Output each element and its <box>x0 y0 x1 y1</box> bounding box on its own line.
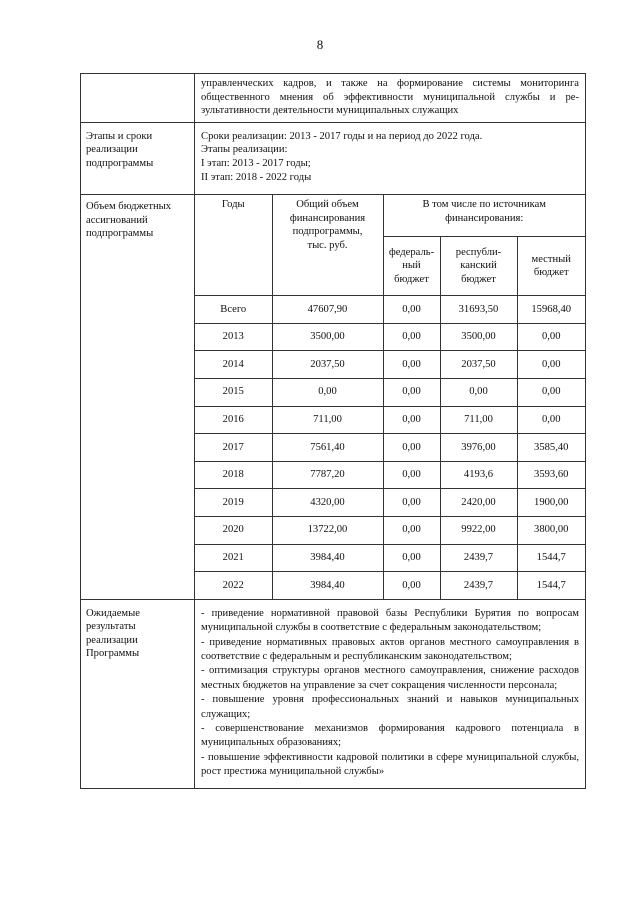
budget-data-row <box>195 572 585 599</box>
budget-cell-federal: 0,00 <box>383 323 440 351</box>
year-header: Годы <box>195 195 272 296</box>
budget-cell-republic: 0,00 <box>440 378 517 406</box>
page-number: 8 <box>316 37 324 52</box>
federal-header <box>383 237 440 296</box>
intro-line: зультативности деятельности муниципальных служащих <box>201 105 459 117</box>
budget-data-row <box>195 461 585 489</box>
local-header-line: бюджет <box>533 267 569 279</box>
budget-cell-republic: 2420,00 <box>440 489 517 517</box>
budget-data-row <box>195 544 585 572</box>
budget-cell-local: 1544,7 <box>517 544 585 572</box>
budget-header-row <box>195 195 585 237</box>
budget-cell-local: 3585,40 <box>517 434 585 462</box>
intro-line: управленческих кадров, и также на формирование системы мониторинга <box>201 78 579 89</box>
budget-cell-year: Всего <box>195 296 272 324</box>
budget-data-row <box>195 489 585 517</box>
budget-cell-republic: 2439,7 <box>440 572 517 599</box>
stages-label-line: подпрограммы <box>86 157 154 169</box>
budget-cell-local: 1900,00 <box>517 489 585 517</box>
results-label-line: результаты <box>86 621 136 633</box>
budget-label-line: подпрограммы <box>86 228 154 240</box>
federal-header-line: бюджет <box>394 273 429 285</box>
budget-content-cell <box>195 195 586 600</box>
budget-cell-year: 2019 <box>195 489 272 517</box>
budget-cell-federal: 0,00 <box>383 544 440 572</box>
budget-cell-republic: 3976,00 <box>440 434 517 462</box>
total-header-line: финансирования <box>289 212 366 224</box>
stages-label-line: реализации <box>86 144 138 156</box>
intro-line: общественного мнения об эффективности муниципальной службы и ре- <box>201 91 579 103</box>
stages-line: II этап: 2018 - 2022 годы <box>201 171 312 183</box>
budget-cell-local: 3800,00 <box>517 516 585 544</box>
budget-cell-local: 0,00 <box>517 323 585 351</box>
budget-cell-local: 15968,40 <box>517 296 585 324</box>
budget-cell-republic: 31693,50 <box>440 296 517 324</box>
budget-cell-year: 2020 <box>195 516 272 544</box>
result-item: - повышение эффективности кадровой политики в сфере муниципальной службы, рост престижа муниципальной службы» <box>201 751 579 778</box>
stages-line: I этап: 2013 - 2017 годы; <box>201 157 311 169</box>
republic-header-line: канский <box>460 260 497 272</box>
results-label-line: реализации <box>86 634 138 646</box>
budget-data-row <box>195 323 585 351</box>
budget-cell-year: 2021 <box>195 544 272 572</box>
sources-header-line: финансирования: <box>445 212 524 224</box>
results-row <box>81 599 586 788</box>
budget-cell-total: 711,00 <box>272 406 383 434</box>
budget-data-row <box>195 516 585 544</box>
budget-cell-total: 3500,00 <box>272 323 383 351</box>
stages-label-cell <box>81 122 195 194</box>
budget-label-cell <box>81 195 195 600</box>
budget-cell-year: 2018 <box>195 461 272 489</box>
republic-header <box>440 237 517 296</box>
total-header <box>272 195 383 296</box>
budget-data-row <box>195 406 585 434</box>
stages-line: Этапы реализации: <box>201 144 288 156</box>
intro-label-cell <box>81 74 195 123</box>
budget-data-row <box>195 434 585 462</box>
budget-table <box>195 195 585 599</box>
budget-cell-federal: 0,00 <box>383 434 440 462</box>
budget-cell-republic: 4193,6 <box>440 461 517 489</box>
budget-cell-total: 47607,90 <box>272 296 383 324</box>
budget-cell-republic: 711,00 <box>440 406 517 434</box>
stages-line: Сроки реализации: 2013 - 2017 годы и на период до 2022 года. <box>201 130 483 142</box>
budget-cell-republic: 2439,7 <box>440 544 517 572</box>
budget-cell-year: 2017 <box>195 434 272 462</box>
budget-cell-total: 7787,20 <box>272 461 383 489</box>
budget-cell-federal: 0,00 <box>383 296 440 324</box>
budget-cell-year: 2013 <box>195 323 272 351</box>
results-label-cell <box>81 599 195 788</box>
results-label-line: Программы <box>86 648 140 660</box>
budget-cell-total: 13722,00 <box>272 516 383 544</box>
budget-cell-total: 3984,40 <box>272 572 383 599</box>
republic-header-line: республи- <box>455 246 502 258</box>
budget-cell-total: 3984,40 <box>272 544 383 572</box>
result-item: - приведение нормативных правовых актов органов местного самоуправления в соответствие с федеральным и республиканским законодательством; <box>201 636 579 662</box>
result-item: - оптимизация структуры органов местного самоуправления, снижение расходов местных бюджетов на управление за счет сокращения численности персонала; <box>201 665 579 691</box>
budget-cell-federal: 0,00 <box>383 461 440 489</box>
passport-table <box>80 73 586 789</box>
budget-cell-year: 2022 <box>195 572 272 599</box>
budget-cell-federal: 0,00 <box>383 516 440 544</box>
budget-cell-federal: 0,00 <box>383 406 440 434</box>
budget-label-line: Объем бюджетных <box>86 201 172 213</box>
stages-row <box>81 122 586 194</box>
budget-cell-total: 0,00 <box>272 378 383 406</box>
budget-data-row <box>195 351 585 379</box>
budget-row <box>81 195 586 600</box>
total-header-line: подпрограммы, <box>292 226 363 238</box>
budget-cell-republic: 2037,50 <box>440 351 517 379</box>
result-item: - повышение уровня профессиональных знаний и навыков муниципальных служащих; <box>201 694 579 720</box>
budget-cell-republic: 9922,00 <box>440 516 517 544</box>
sources-header-line: В том числе по источникам <box>422 199 547 211</box>
budget-cell-federal: 0,00 <box>383 351 440 379</box>
budget-cell-year: 2016 <box>195 406 272 434</box>
budget-cell-total: 7561,40 <box>272 434 383 462</box>
republic-header-line: бюджет <box>461 273 496 285</box>
intro-text-cell <box>195 74 586 123</box>
budget-cell-federal: 0,00 <box>383 378 440 406</box>
federal-header-line: федераль- <box>388 246 435 258</box>
budget-cell-local: 0,00 <box>517 406 585 434</box>
budget-cell-local: 3593,60 <box>517 461 585 489</box>
budget-cell-total: 4320,00 <box>272 489 383 517</box>
sources-header <box>383 195 585 237</box>
total-header-line: тыс. руб. <box>307 239 348 251</box>
budget-cell-federal: 0,00 <box>383 572 440 599</box>
intro-row <box>81 74 586 123</box>
stages-content-cell <box>195 122 586 194</box>
budget-data-row <box>195 378 585 406</box>
budget-cell-local: 0,00 <box>517 351 585 379</box>
budget-cell-republic: 3500,00 <box>440 323 517 351</box>
local-header <box>517 237 585 296</box>
stages-label-line: Этапы и сроки <box>86 130 153 142</box>
result-item: - приведение нормативной правовой базы Республики Бурятия по вопросам муниципальной службы в соответствие с федеральным законодательством; <box>201 607 579 634</box>
federal-header-line: ный <box>402 260 421 272</box>
budget-cell-total: 2037,50 <box>272 351 383 379</box>
results-content-cell <box>195 599 586 788</box>
budget-cell-year: 2014 <box>195 351 272 379</box>
budget-cell-year: 2015 <box>195 378 272 406</box>
budget-label-line: ассигнований <box>86 214 148 226</box>
total-header-line: Общий объем <box>296 199 359 211</box>
results-label-line: Ожидаемые <box>86 607 140 619</box>
budget-cell-local: 1544,7 <box>517 572 585 599</box>
local-header-line: местный <box>531 253 571 265</box>
result-item: - совершенствование механизмов формирования кадрового потенциала в муниципальных образованиях; <box>201 722 579 749</box>
budget-cell-local: 0,00 <box>517 378 585 406</box>
budget-cell-federal: 0,00 <box>383 489 440 517</box>
budget-data-row <box>195 296 585 324</box>
